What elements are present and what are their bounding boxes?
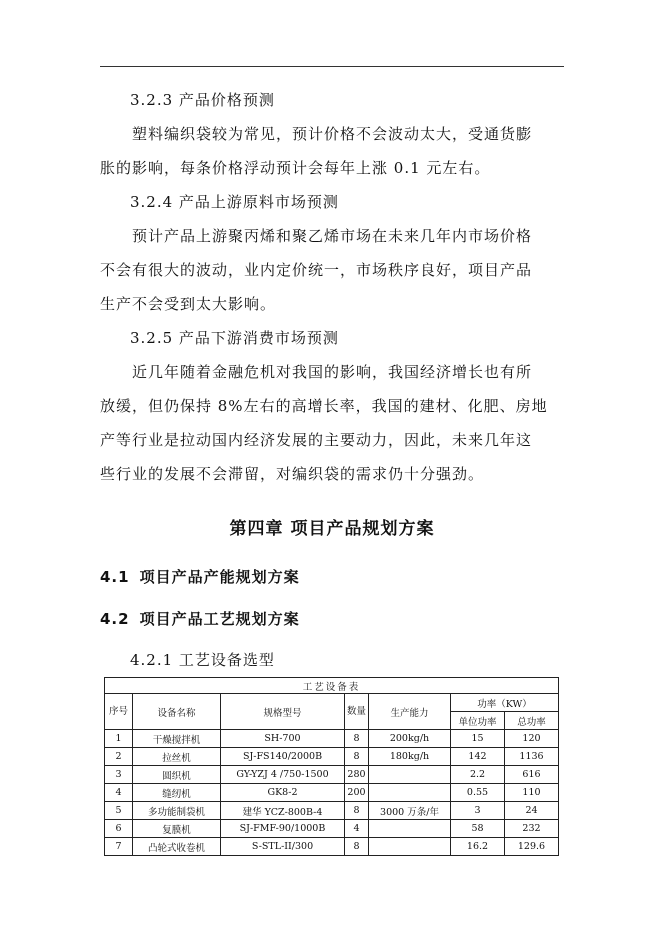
header-name: 设备名称 bbox=[133, 694, 221, 730]
header-qty: 数量 bbox=[345, 694, 369, 730]
cell-seq: 4 bbox=[105, 784, 133, 802]
cell-qty: 200 bbox=[345, 784, 369, 802]
cell-total-power: 110 bbox=[505, 784, 559, 802]
cell-qty: 4 bbox=[345, 820, 369, 838]
cell-unit-power: 58 bbox=[451, 820, 505, 838]
paragraph-line: 胀的影响，每条价格浮动预计会每年上涨 0.1 元左右。 bbox=[100, 159, 491, 177]
cell-seq: 3 bbox=[105, 766, 133, 784]
cell-unit-power: 15 bbox=[451, 730, 505, 748]
table-row bbox=[105, 820, 559, 838]
cell-name: 复膜机 bbox=[133, 820, 221, 838]
paragraph-line: 产等行业是拉动国内经济发展的主要动力，因此，未来几年这 bbox=[100, 431, 533, 449]
cell-name: 圆织机 bbox=[133, 766, 221, 784]
paragraph-line: 不会有很大的波动，业内定价统一，市场秩序良好，项目产品 bbox=[100, 261, 533, 279]
cell-model: SH-700 bbox=[221, 730, 345, 748]
section-number: 4.2 bbox=[100, 610, 130, 628]
section-number: 4.1 bbox=[100, 568, 130, 586]
table-row bbox=[105, 838, 559, 856]
cell-unit-power: 16.2 bbox=[451, 838, 505, 856]
heading-3-2-3: 3.2.3 产品价格预测 bbox=[130, 91, 275, 109]
paragraph-line: 放缓，但仍保持 8%左右的高增长率，我国的建材、化肥、房地 bbox=[100, 397, 548, 415]
cell-seq: 5 bbox=[105, 802, 133, 820]
section-title: 项目产品产能规划方案 bbox=[139, 568, 300, 586]
cell-total-power: 1136 bbox=[505, 748, 559, 766]
cell-seq: 1 bbox=[105, 730, 133, 748]
cell-model: S-STL-II/300 bbox=[221, 838, 345, 856]
section-4-2-heading bbox=[100, 608, 300, 629]
cell-total-power: 232 bbox=[505, 820, 559, 838]
header-rule bbox=[100, 66, 564, 67]
cell-total-power: 129.6 bbox=[505, 838, 559, 856]
cell-model: SJ-FS140/2000B bbox=[221, 748, 345, 766]
cell-model: GY-YZJ 4 /750-1500 bbox=[221, 766, 345, 784]
header-unit-power: 单位功率 bbox=[451, 712, 505, 730]
cell-unit-power: 2.2 bbox=[451, 766, 505, 784]
table-row bbox=[105, 766, 559, 784]
paragraph-line: 近几年随着金融危机对我国的影响，我国经济增长也有所 bbox=[132, 363, 533, 381]
equipment-table bbox=[104, 677, 559, 856]
table-row bbox=[105, 802, 559, 820]
paragraph-line: 塑料编织袋较为常见，预计价格不会波动太大，受通货膨 bbox=[132, 125, 533, 143]
header-model: 规格型号 bbox=[221, 694, 345, 730]
cell-seq: 6 bbox=[105, 820, 133, 838]
cell-name: 凸轮式收卷机 bbox=[133, 838, 221, 856]
cell-total-power: 24 bbox=[505, 802, 559, 820]
cell-name: 干燥搅拌机 bbox=[133, 730, 221, 748]
cell-total-power: 120 bbox=[505, 730, 559, 748]
table-row bbox=[105, 784, 559, 802]
cell-qty: 8 bbox=[345, 838, 369, 856]
cell-qty: 280 bbox=[345, 766, 369, 784]
cell-qty: 8 bbox=[345, 730, 369, 748]
chapter-title: 第四章 项目产品规划方案 bbox=[229, 519, 435, 539]
cell-qty: 8 bbox=[345, 748, 369, 766]
paragraph-line: 预计产品上游聚丙烯和聚乙烯市场在未来几年内市场价格 bbox=[132, 227, 533, 245]
paragraph-line: 些行业的发展不会滞留，对编织袋的需求仍十分强劲。 bbox=[100, 465, 485, 483]
heading-4-2-1: 4.2.1 工艺设备选型 bbox=[130, 651, 275, 669]
cell-seq: 2 bbox=[105, 748, 133, 766]
cell-name: 拉丝机 bbox=[133, 748, 221, 766]
table-row bbox=[105, 730, 559, 748]
table-title: 工艺设备表 bbox=[105, 678, 559, 694]
header-capacity: 生产能力 bbox=[369, 694, 451, 730]
cell-unit-power: 3 bbox=[451, 802, 505, 820]
cell-model: GK8-2 bbox=[221, 784, 345, 802]
cell-capacity: 200kg/h bbox=[369, 730, 451, 748]
cell-model: 建华 YCZ-800B-4 bbox=[221, 802, 345, 820]
cell-capacity bbox=[369, 784, 451, 802]
section-title: 项目产品工艺规划方案 bbox=[139, 610, 300, 628]
cell-name: 缝纫机 bbox=[133, 784, 221, 802]
header-power: 功率（KW） bbox=[451, 694, 559, 712]
cell-capacity bbox=[369, 766, 451, 784]
cell-name: 多功能制袋机 bbox=[133, 802, 221, 820]
cell-unit-power: 142 bbox=[451, 748, 505, 766]
heading-3-2-5: 3.2.5 产品下游消费市场预测 bbox=[130, 329, 339, 347]
cell-capacity: 3000 万条/年 bbox=[369, 802, 451, 820]
cell-unit-power: 0.55 bbox=[451, 784, 505, 802]
section-4-1-heading bbox=[100, 566, 300, 587]
cell-model: SJ-FMF-90/1000B bbox=[221, 820, 345, 838]
cell-capacity: 180kg/h bbox=[369, 748, 451, 766]
cell-qty: 8 bbox=[345, 802, 369, 820]
header-total-power: 总功率 bbox=[505, 712, 559, 730]
cell-seq: 7 bbox=[105, 838, 133, 856]
cell-capacity bbox=[369, 820, 451, 838]
table-row bbox=[105, 748, 559, 766]
cell-total-power: 616 bbox=[505, 766, 559, 784]
cell-capacity bbox=[369, 838, 451, 856]
header-seq: 序号 bbox=[105, 694, 133, 730]
paragraph-line: 生产不会受到太大影响。 bbox=[100, 295, 277, 313]
heading-3-2-4: 3.2.4 产品上游原料市场预测 bbox=[130, 193, 339, 211]
